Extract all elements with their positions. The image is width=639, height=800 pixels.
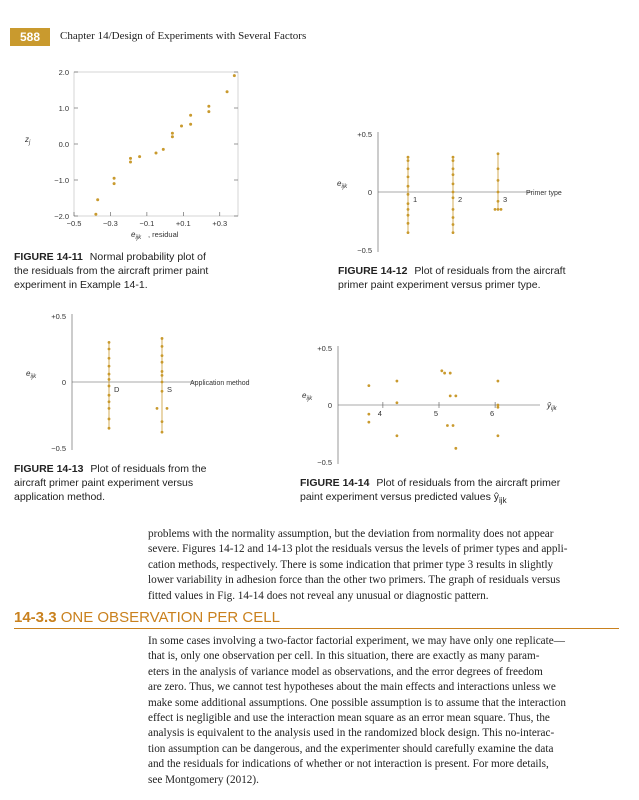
caption-line: Plot of residuals from the aircraft	[414, 265, 566, 277]
data-point	[367, 384, 370, 387]
caption-figure-14-14	[300, 476, 620, 508]
text-line: make some additional assumptions. One possible assumption is to assume that the interaction	[148, 696, 566, 709]
data-point	[440, 369, 443, 372]
data-point	[166, 407, 169, 410]
x-tick-label: −0.1	[139, 219, 155, 228]
data-point	[156, 407, 159, 410]
data-point	[108, 418, 111, 421]
data-point	[108, 373, 111, 376]
x-tick-label: 5	[433, 409, 439, 418]
data-point	[138, 155, 141, 158]
data-point	[108, 427, 111, 430]
data-point	[452, 196, 455, 199]
data-point	[108, 378, 111, 381]
caption-line: the residuals from the aircraft primer paint	[14, 265, 209, 277]
data-point	[367, 421, 370, 424]
caption-line: paint experiment versus predicted values ŷ	[300, 491, 500, 503]
data-point	[407, 167, 410, 170]
y-tick-label: −0.5	[357, 246, 372, 255]
text-line: eters in the analysis of variance model as observations, and the error degrees of freedom	[148, 665, 543, 678]
figure-label: FIGURE 14-11	[14, 251, 83, 263]
data-point	[407, 222, 410, 225]
y-tick-label: 1.0	[58, 104, 69, 113]
figure-label: FIGURE 14-12	[338, 265, 408, 277]
data-point	[113, 177, 116, 180]
x-tick-label: +0.3	[212, 219, 228, 228]
caption-line: Plot of residuals from the	[90, 463, 207, 475]
data-point	[171, 135, 174, 138]
y-tick-label: +0.5	[51, 312, 66, 321]
data-point	[108, 400, 111, 403]
data-point	[407, 208, 410, 211]
figure-label: FIGURE 14-14	[300, 477, 370, 489]
y-tick-label: 0	[61, 378, 66, 387]
data-point	[452, 156, 455, 159]
data-point	[162, 148, 165, 151]
y-axis-label: $e_{ijk}$	[26, 369, 37, 380]
text-line: see Montgomery (2012).	[148, 773, 259, 786]
category-label: 2	[458, 195, 463, 204]
body-paragraph-1	[148, 527, 616, 604]
data-point	[233, 74, 236, 77]
data-point	[108, 407, 111, 410]
data-point	[161, 345, 164, 348]
y-tick-label: 0.0	[58, 140, 69, 149]
category-label: 1	[413, 195, 418, 204]
data-point	[449, 394, 452, 397]
data-point	[407, 185, 410, 188]
data-point	[161, 431, 164, 434]
caption-line: Plot of residuals from the aircraft primer	[376, 477, 561, 489]
text-line: that is, only one observation per cell. In this situation, there are exactly as many param-	[148, 650, 540, 663]
data-point	[171, 132, 174, 135]
section-heading	[14, 609, 280, 626]
data-point	[161, 354, 164, 357]
data-point	[443, 372, 446, 375]
caption-line: Normal probability plot of	[89, 251, 206, 263]
text-line: fitted values in Fig. 14-14 does not reveal any unusual or diagnostic pattern.	[148, 589, 489, 602]
plot-frame	[74, 72, 238, 216]
y-tick-label: 2.0	[58, 68, 69, 77]
category-label: D	[114, 385, 120, 394]
data-point	[497, 380, 500, 383]
x-axis-label: $e_{ijk}$	[131, 230, 142, 241]
x-tick-label: 4	[377, 409, 382, 418]
data-point	[396, 380, 399, 383]
data-point	[396, 401, 399, 404]
data-point	[207, 110, 210, 113]
y-tick-label: +0.5	[357, 130, 372, 139]
text-line: analysis is equivalent to the analysis used in the randomized block design. This no-interac-	[148, 727, 555, 740]
data-point	[454, 447, 457, 450]
data-point	[497, 208, 500, 211]
x-tick-label: −0.5	[66, 219, 82, 228]
y-axis-label: $e_{ijk}$	[337, 179, 348, 190]
category-label: S	[167, 385, 173, 394]
data-point	[113, 182, 116, 185]
data-point	[449, 372, 452, 375]
data-point	[497, 200, 500, 203]
data-point	[500, 208, 503, 211]
data-point	[161, 420, 164, 423]
data-point	[452, 167, 455, 170]
data-point	[497, 167, 500, 170]
text-line: tion assumption can be dangerous, and the experimenter should carefully examine the data	[148, 742, 554, 755]
data-point	[108, 348, 111, 351]
text-line: cation methods, respectively. There is some indication that primer type 3 results in slightly	[148, 558, 554, 571]
data-point	[452, 223, 455, 226]
data-point	[129, 161, 132, 164]
text-line: problems with the normality assumption, but the deviation from normality does not appear	[148, 528, 554, 540]
data-point	[494, 208, 497, 211]
y-tick-label: −2.0	[54, 212, 69, 221]
text-line: In some cases involving a two-factor factorial experiment, we may have only one replicate—	[148, 635, 565, 647]
data-point	[108, 394, 111, 397]
caption-line: application method.	[14, 491, 106, 503]
data-point	[497, 179, 500, 182]
data-point	[407, 176, 410, 179]
data-point	[207, 105, 210, 108]
section-title: ONE OBSERVATION PER CELL	[60, 609, 280, 626]
data-point	[129, 157, 132, 160]
data-point	[96, 198, 99, 201]
x-axis-label-suffix: , residual	[148, 230, 179, 239]
y-tick-label: −0.5	[51, 444, 66, 453]
data-point	[161, 361, 164, 364]
data-point	[108, 341, 111, 344]
data-point	[407, 193, 410, 196]
text-line: severe. Figures 14-12 and 14-13 plot the residuals versus the levels of primer types and appli-	[148, 543, 568, 556]
data-point	[189, 114, 192, 117]
figure-label: FIGURE 14-13	[14, 463, 84, 475]
caption-subscript: ijk	[499, 496, 507, 506]
data-point	[497, 406, 500, 409]
x-tick-label: −0.3	[103, 219, 118, 228]
y-axis-label: $e_{ijk}$	[302, 391, 313, 402]
data-point	[94, 213, 97, 216]
caption-line: experiment in Example 14-1.	[14, 279, 148, 291]
x-tick-label: 6	[490, 409, 495, 418]
caption-figure-14-12	[338, 264, 628, 292]
y-tick-label: −1.0	[54, 176, 69, 185]
data-point	[407, 156, 410, 159]
data-point	[161, 374, 164, 377]
y-tick-label: 0	[327, 401, 332, 410]
text-line: are zero. Thus, we cannot test hypotheses about the main effects and interactions unless we	[148, 681, 556, 694]
data-point	[407, 231, 410, 234]
category-label: 3	[503, 195, 508, 204]
section-rule	[14, 628, 619, 629]
running-head: Chapter 14/Design of Experiments with Several Factors	[60, 30, 307, 42]
data-point	[396, 434, 399, 437]
data-point	[180, 125, 183, 128]
data-point	[452, 182, 455, 185]
caption-line: primer paint experiment versus primer type.	[338, 279, 541, 291]
text-line: effect is negligible and use the interaction mean square as an error mean square. Thus, the	[148, 712, 550, 725]
text-line: and the residuals for indications of whether or not interaction is present. For more details,	[148, 758, 549, 771]
text-line: lower variability in adhesion force than the other two primers. The graph of residuals versus	[148, 574, 561, 587]
data-point	[155, 152, 158, 155]
x-axis-label: $ŷ_{ijk}$	[547, 401, 557, 412]
data-point	[452, 191, 455, 194]
data-point	[161, 337, 164, 340]
data-point	[497, 152, 500, 155]
data-point	[452, 231, 455, 234]
y-tick-label: 0	[367, 188, 372, 197]
data-point	[407, 202, 410, 205]
data-point	[108, 365, 111, 368]
data-point	[367, 413, 370, 416]
data-point	[161, 370, 164, 373]
caption-line: aircraft primer paint experiment versus	[14, 477, 194, 489]
data-point	[407, 214, 410, 217]
data-point	[161, 390, 164, 393]
section-number: 14-3.3	[14, 609, 57, 626]
y-tick-label: +0.5	[317, 344, 332, 353]
page-number: 588	[10, 28, 50, 46]
data-point	[454, 394, 457, 397]
data-point	[452, 159, 455, 162]
body-paragraph-2	[148, 634, 616, 788]
x-axis-label: Primer type	[526, 190, 562, 197]
caption-figure-14-13	[14, 462, 274, 504]
data-point	[452, 208, 455, 211]
y-axis-label: $z_j$	[25, 135, 31, 146]
data-point	[497, 434, 500, 437]
data-point	[497, 191, 500, 194]
caption-figure-14-11	[14, 250, 274, 292]
y-tick-label: −0.5	[317, 458, 332, 467]
x-axis-label: Application method	[190, 380, 250, 387]
data-point	[452, 424, 455, 427]
data-point	[452, 173, 455, 176]
data-point	[189, 123, 192, 126]
data-point	[108, 385, 111, 388]
data-point	[226, 90, 229, 93]
data-point	[161, 381, 164, 384]
data-point	[108, 357, 111, 360]
x-tick-label: +0.1	[175, 219, 191, 228]
data-point	[407, 159, 410, 162]
data-point	[446, 424, 449, 427]
data-point	[452, 216, 455, 219]
